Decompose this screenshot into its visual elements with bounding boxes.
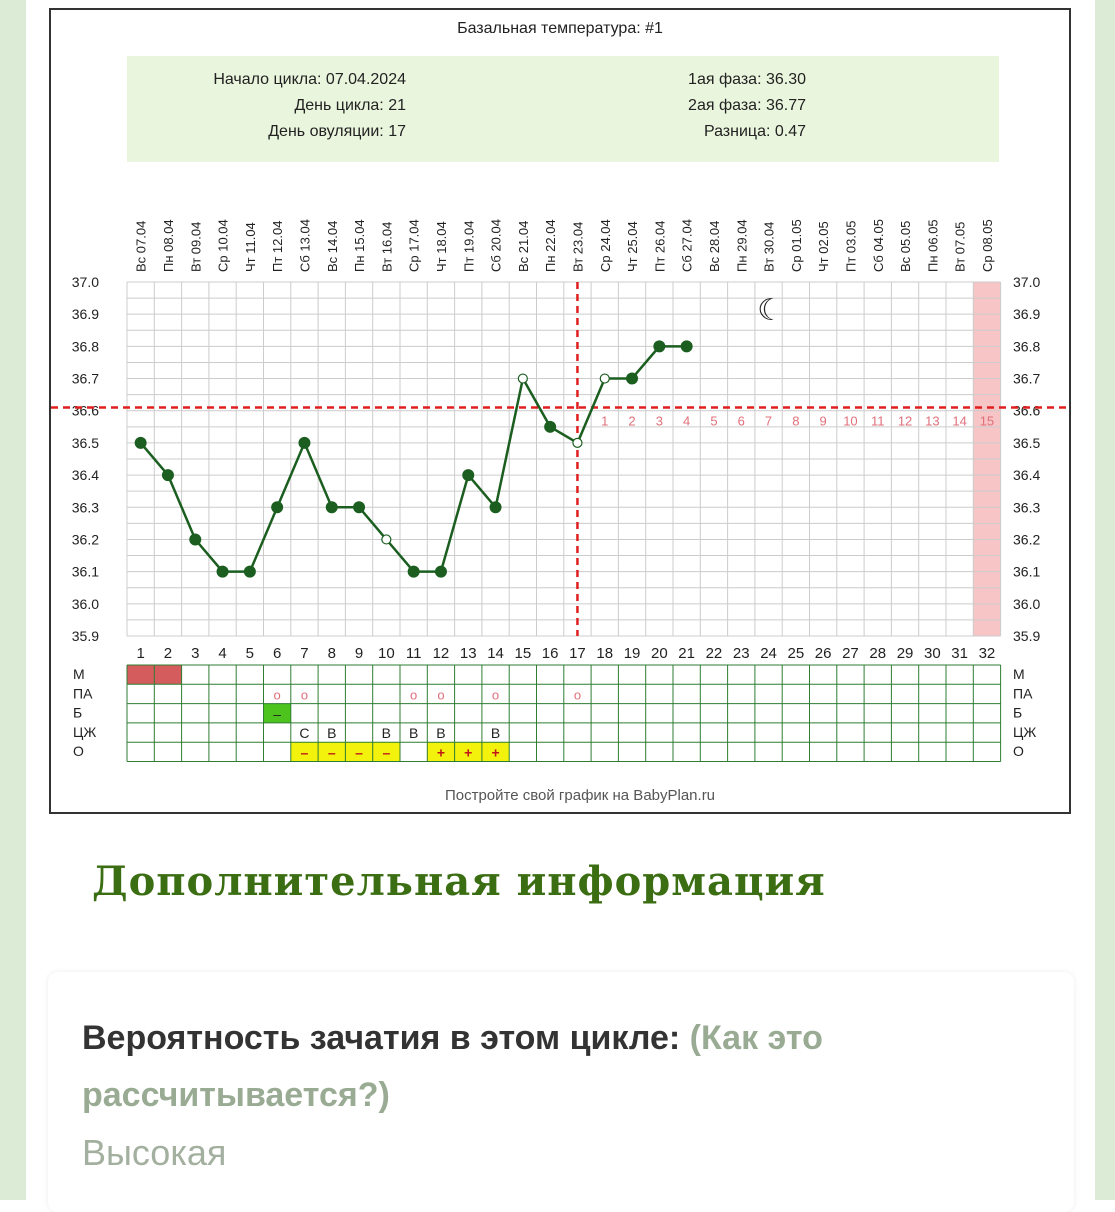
table-row-label-left: М xyxy=(73,666,85,682)
summary-left-3: День овуляции: 17 xyxy=(268,123,406,140)
y-tick-label-right: 36.0 xyxy=(1013,595,1041,612)
table-cell-mark: В xyxy=(381,725,392,742)
table-row-label-right: Б xyxy=(1013,704,1023,721)
table-row-label-left: ПА xyxy=(73,685,93,702)
temperature-point xyxy=(382,535,391,544)
conception-probability-value: Высокая xyxy=(82,1132,227,1173)
table-cell-mark: + xyxy=(491,744,500,761)
summary-left-1: Начало цикла: 07.04.2024 xyxy=(213,71,406,88)
luteal-day-label: 5 xyxy=(710,413,718,429)
date-label: Пн 29.04 xyxy=(734,219,750,272)
date-label: Вт 23.04 xyxy=(570,221,586,272)
table-cell-mark: – xyxy=(300,744,309,761)
temperature-point xyxy=(573,438,582,447)
luteal-day-label: 8 xyxy=(792,413,800,429)
day-number-label: 7 xyxy=(300,645,309,662)
table-cell-mark: В xyxy=(436,725,446,742)
luteal-day-label: 7 xyxy=(764,413,773,429)
table-cell-fill xyxy=(154,665,181,684)
day-number-label: 6 xyxy=(272,645,282,662)
date-label: Сб 04.05 xyxy=(870,219,886,272)
summary-right-1: 1ая фаза: 36.30 xyxy=(688,71,806,88)
temperature-point xyxy=(162,470,173,481)
table-cell-mark: – xyxy=(273,705,282,722)
temperature-point xyxy=(408,566,419,577)
day-number-label: 9 xyxy=(354,645,364,662)
day-number-label: 22 xyxy=(705,645,723,662)
conception-probability-line xyxy=(82,1010,982,1124)
day-number-label: 27 xyxy=(842,645,859,662)
temperature-point xyxy=(490,502,501,513)
date-label: Вс 05.05 xyxy=(898,220,914,272)
temperature-point xyxy=(435,566,446,577)
day-number-label: 3 xyxy=(191,645,200,662)
luteal-day-label: 1 xyxy=(601,413,609,429)
date-label: Сб 13.04 xyxy=(297,219,313,272)
day-number-label: 14 xyxy=(487,645,504,662)
day-number-label: 19 xyxy=(623,645,641,662)
y-tick-label-left: 35.9 xyxy=(71,628,99,644)
how-calculated-link[interactable]: (Как это рассчитывается?) xyxy=(82,1019,823,1114)
date-label: Вт 07.05 xyxy=(952,221,968,272)
chart-title: Базальная температура: #1 xyxy=(457,20,663,37)
date-label: Вс 28.04 xyxy=(706,220,722,272)
date-label: Чт 02.05 xyxy=(816,221,832,272)
date-label: Ср 08.05 xyxy=(979,219,995,272)
day-number-label: 21 xyxy=(678,645,695,662)
date-label: Пт 26.04 xyxy=(652,220,668,272)
table-cell-mark: – xyxy=(355,744,363,761)
day-number-label: 20 xyxy=(651,645,668,662)
y-tick-label-left: 36.6 xyxy=(71,402,99,419)
table-cell-mark: o xyxy=(410,687,418,703)
date-label: Пт 19.04 xyxy=(461,220,477,272)
day-number-label: 10 xyxy=(378,645,395,662)
luteal-day-label: 15 xyxy=(979,413,995,429)
day-number-label: 25 xyxy=(787,645,805,662)
y-tick-label-left: 36.1 xyxy=(71,563,99,580)
table-cell-mark: + xyxy=(436,744,446,761)
date-label: Сб 27.04 xyxy=(679,219,695,272)
y-tick-label-left: 36.4 xyxy=(71,467,99,484)
day-number-label: 24 xyxy=(760,645,777,662)
y-tick-label-left: 36.3 xyxy=(71,499,99,516)
date-label: Ср 24.04 xyxy=(597,219,613,272)
table-cell-mark: o xyxy=(300,687,309,703)
y-tick-label-left: 36.2 xyxy=(71,531,99,548)
day-number-label: 32 xyxy=(978,645,996,662)
date-label: Ср 01.05 xyxy=(788,219,804,272)
y-tick-label-left: 36.7 xyxy=(71,370,99,387)
temperature-point xyxy=(217,566,228,577)
table-cell-mark: В xyxy=(408,725,419,742)
page-side-right xyxy=(1095,0,1115,1200)
y-tick-label-right: 35.9 xyxy=(1013,628,1041,644)
date-label: Пт 03.05 xyxy=(843,220,859,272)
table-cell-mark: В xyxy=(490,725,501,742)
day-number-label: 15 xyxy=(514,645,532,662)
day-number-label: 2 xyxy=(163,645,173,662)
temperature-point xyxy=(518,374,527,383)
date-label: Сб 20.04 xyxy=(488,219,504,272)
y-tick-label-right: 37.0 xyxy=(1013,274,1041,290)
table-cell-mark: o xyxy=(573,687,582,703)
temperature-point xyxy=(627,373,638,384)
date-label: Пн 15.04 xyxy=(352,219,368,272)
summary-right-2: 2ая фаза: 36.77 xyxy=(688,97,806,114)
table-row-label-right: О xyxy=(1013,743,1024,760)
day-number-label: 5 xyxy=(245,645,255,662)
day-number-label: 11 xyxy=(405,645,422,662)
temperature-point xyxy=(326,502,337,513)
day-number-label: 29 xyxy=(896,645,914,662)
table-row-label-left: Б xyxy=(73,704,83,721)
date-label: Вт 09.04 xyxy=(188,221,204,272)
luteal-day-label: 13 xyxy=(925,413,940,429)
bbt-chart xyxy=(51,10,1069,812)
date-label: Чт 11.04 xyxy=(242,222,258,272)
luteal-day-label: 9 xyxy=(819,413,827,429)
date-label: Пн 06.05 xyxy=(925,219,941,272)
y-tick-label-left: 36.8 xyxy=(71,338,99,355)
y-tick-label-left: 37.0 xyxy=(71,274,99,290)
table-cell-fill xyxy=(127,665,154,684)
table-cell-mark: o xyxy=(273,687,281,703)
temperature-point xyxy=(354,502,365,513)
date-label: Ср 10.04 xyxy=(215,219,231,272)
moon-icon: ☾ xyxy=(757,293,785,329)
luteal-day-label: 4 xyxy=(683,413,691,429)
day-number-label: 4 xyxy=(218,645,227,662)
day-number-label: 12 xyxy=(432,645,450,662)
temperature-point xyxy=(600,374,609,383)
date-label: Вс 21.04 xyxy=(515,220,531,272)
bbt-chart-panel xyxy=(49,8,1071,814)
temperature-point xyxy=(463,470,474,481)
temperature-point xyxy=(545,421,556,432)
day-number-label: 30 xyxy=(924,645,941,662)
temperature-point xyxy=(272,502,283,513)
chart-footer: Постройте свой график на BabyPlan.ru xyxy=(444,787,716,804)
temperature-point xyxy=(190,534,201,545)
luteal-day-label: 3 xyxy=(655,413,663,429)
table-cell-mark: – xyxy=(382,744,391,761)
table-row-label-left: ЦЖ xyxy=(73,723,97,740)
page-side-left xyxy=(0,0,26,1200)
table-cell-mark: С xyxy=(299,725,310,742)
table-cell-mark: o xyxy=(491,687,500,703)
date-label: Пн 08.04 xyxy=(160,219,176,272)
date-label: Чт 25.04 xyxy=(625,221,641,272)
day-number-label: 13 xyxy=(459,645,477,662)
day-number-label: 31 xyxy=(951,645,968,662)
table-row-label-left: О xyxy=(73,743,84,760)
date-label: Пн 22.04 xyxy=(543,219,559,272)
y-tick-label-right: 36.8 xyxy=(1013,338,1041,355)
day-number-label: 23 xyxy=(732,645,750,662)
date-label: Вс 14.04 xyxy=(324,220,340,272)
table-cell-mark: – xyxy=(327,744,336,761)
table-cell-mark: + xyxy=(464,744,473,761)
y-tick-label-right: 36.5 xyxy=(1013,434,1041,451)
info-card xyxy=(48,972,1074,1212)
y-tick-label-right: 36.9 xyxy=(1013,306,1041,323)
date-label: Вт 30.04 xyxy=(761,221,777,272)
table-row-label-right: ЦЖ xyxy=(1013,723,1037,740)
summary-left-2: День цикла: 21 xyxy=(294,97,406,114)
date-label: Ср 17.04 xyxy=(406,219,422,272)
luteal-day-label: 2 xyxy=(628,413,636,429)
temperature-point xyxy=(299,437,310,448)
table-cell-mark: В xyxy=(327,725,337,742)
luteal-day-label: 11 xyxy=(871,413,885,429)
y-tick-label-right: 36.3 xyxy=(1013,499,1041,516)
table-row-label-right: М xyxy=(1013,666,1025,682)
summary-right-3: Разница: 0.47 xyxy=(703,123,806,140)
day-number-label: 16 xyxy=(541,645,559,662)
luteal-day-label: 10 xyxy=(843,413,858,429)
temperature-point xyxy=(244,566,255,577)
y-tick-label-right: 36.6 xyxy=(1013,402,1041,419)
day-number-label: 17 xyxy=(569,645,586,662)
table-cell-mark: o xyxy=(437,687,445,703)
day-number-label: 28 xyxy=(869,645,887,662)
date-label: Вт 16.04 xyxy=(379,221,395,272)
luteal-day-label: 14 xyxy=(952,413,967,429)
temperature-point xyxy=(135,437,146,448)
temperature-point xyxy=(681,341,692,352)
day-number-label: 8 xyxy=(327,645,336,662)
y-tick-label-right: 36.1 xyxy=(1013,563,1041,580)
luteal-day-label: 12 xyxy=(897,413,913,429)
date-label: Вс 07.04 xyxy=(133,220,149,272)
y-tick-label-left: 36.0 xyxy=(71,595,99,612)
day-number-label: 26 xyxy=(814,645,832,662)
conception-probability-label: Вероятность зачатия в этом цикле: xyxy=(82,1019,690,1057)
luteal-day-label: 6 xyxy=(737,413,745,429)
table-row-label-right: ПА xyxy=(1013,685,1033,702)
y-tick-label-left: 36.5 xyxy=(71,434,99,451)
day-number-label: 18 xyxy=(596,645,614,662)
y-tick-label-right: 36.4 xyxy=(1013,467,1041,484)
day-number-label: 1 xyxy=(136,645,145,662)
section-title: Дополнительная информация xyxy=(92,858,826,905)
y-tick-label-right: 36.2 xyxy=(1013,531,1041,548)
temperature-point xyxy=(654,341,665,352)
y-tick-label-right: 36.7 xyxy=(1013,370,1041,387)
date-label: Пт 12.04 xyxy=(270,220,286,272)
y-tick-label-left: 36.9 xyxy=(71,306,99,323)
date-label: Чт 18.04 xyxy=(433,221,449,272)
